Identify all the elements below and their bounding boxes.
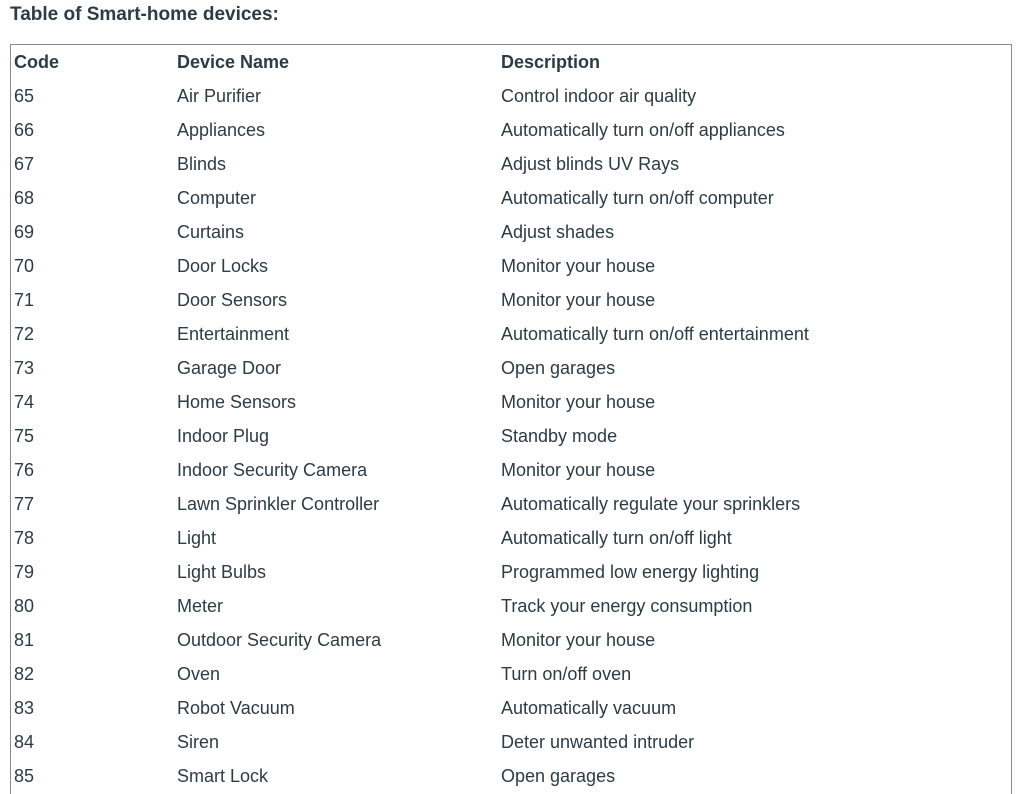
cell-description: Automatically turn on/off light — [501, 528, 732, 548]
cell-code: 73 — [14, 358, 35, 378]
column-header-description: Description — [501, 52, 601, 72]
cell-code: 80 — [14, 596, 35, 616]
cell-device-name: Light — [177, 528, 217, 548]
cell-code: 85 — [14, 766, 35, 786]
cell-code: 83 — [14, 698, 35, 718]
cell-description: Adjust shades — [501, 222, 615, 242]
cell-device-name: Smart Lock — [177, 766, 269, 786]
table-row — [11, 759, 1011, 793]
table-row — [11, 555, 1011, 589]
cell-device-name: Curtains — [177, 222, 245, 242]
cell-description: Monitor your house — [501, 290, 656, 310]
cell-description: Automatically regulate your sprinklers — [501, 494, 801, 514]
cell-code: 82 — [14, 664, 35, 684]
cell-device-name: Lawn Sprinkler Controller — [177, 494, 380, 514]
table-header — [11, 45, 1011, 79]
cell-device-name: Robot Vacuum — [177, 698, 295, 718]
cell-device-name: Entertainment — [177, 324, 290, 344]
table-body — [11, 79, 1011, 793]
cell-code: 66 — [14, 120, 35, 140]
column-header-device-name: Device Name — [177, 52, 290, 72]
cell-description: Monitor your house — [501, 630, 656, 650]
table-row — [11, 283, 1011, 317]
table-row — [11, 385, 1011, 419]
cell-code: 67 — [14, 154, 35, 174]
cell-description: Open garages — [501, 358, 616, 378]
cell-description: Programmed low energy lighting — [501, 562, 760, 582]
cell-device-name: Siren — [177, 732, 220, 752]
cell-code: 78 — [14, 528, 35, 548]
table-row — [11, 79, 1011, 113]
cell-description: Automatically turn on/off computer — [501, 188, 774, 208]
cell-description: Track your energy consumption — [501, 596, 753, 616]
table-row — [11, 317, 1011, 351]
table-row — [11, 351, 1011, 385]
cell-device-name: Air Purifier — [177, 86, 262, 106]
cell-device-name: Appliances — [177, 120, 266, 140]
cell-description: Adjust blinds UV Rays — [501, 154, 680, 174]
cell-code: 74 — [14, 392, 35, 412]
cell-description: Monitor your house — [501, 256, 656, 276]
header-row — [11, 45, 1011, 79]
cell-code: 65 — [14, 86, 35, 106]
cell-device-name: Oven — [177, 664, 221, 684]
cell-device-name: Door Sensors — [177, 290, 288, 310]
devices-table-container — [10, 44, 1012, 794]
table-row — [11, 657, 1011, 691]
page-title: Table of Smart-home devices: — [10, 4, 279, 25]
cell-code: 77 — [14, 494, 35, 514]
cell-code: 81 — [14, 630, 35, 650]
cell-code: 68 — [14, 188, 35, 208]
cell-device-name: Garage Door — [177, 358, 282, 378]
cell-description: Standby mode — [501, 426, 618, 446]
cell-device-name: Home Sensors — [177, 392, 297, 412]
cell-description: Control indoor air quality — [501, 86, 697, 106]
cell-description: Open garages — [501, 766, 616, 786]
table-row — [11, 419, 1011, 453]
cell-device-name: Indoor Security Camera — [177, 460, 368, 480]
cell-device-name: Door Locks — [177, 256, 269, 276]
cell-code: 72 — [14, 324, 35, 344]
table-row — [11, 487, 1011, 521]
cell-code: 69 — [14, 222, 35, 242]
cell-device-name: Computer — [177, 188, 257, 208]
cell-device-name: Light Bulbs — [177, 562, 267, 582]
table-row — [11, 249, 1011, 283]
table-row — [11, 521, 1011, 555]
devices-table — [11, 45, 1011, 793]
cell-description: Deter unwanted intruder — [501, 732, 695, 752]
table-row — [11, 623, 1011, 657]
table-row — [11, 113, 1011, 147]
cell-code: 75 — [14, 426, 35, 446]
cell-code: 76 — [14, 460, 35, 480]
cell-device-name: Outdoor Security Camera — [177, 630, 382, 650]
cell-description: Monitor your house — [501, 460, 656, 480]
cell-device-name: Indoor Plug — [177, 426, 270, 446]
cell-description: Turn on/off oven — [501, 664, 632, 684]
cell-code: 84 — [14, 732, 35, 752]
cell-description: Monitor your house — [501, 392, 656, 412]
cell-code: 71 — [14, 290, 35, 310]
table-row — [11, 147, 1011, 181]
cell-description: Automatically turn on/off entertainment — [501, 324, 809, 344]
table-row — [11, 181, 1011, 215]
column-header-code: Code — [14, 52, 59, 72]
table-row — [11, 215, 1011, 249]
table-row — [11, 725, 1011, 759]
cell-description: Automatically turn on/off appliances — [501, 120, 785, 140]
cell-device-name: Blinds — [177, 154, 227, 174]
table-row — [11, 589, 1011, 623]
cell-device-name: Meter — [177, 596, 224, 616]
table-row — [11, 453, 1011, 487]
cell-code: 70 — [14, 256, 35, 276]
cell-code: 79 — [14, 562, 35, 582]
table-row — [11, 691, 1011, 725]
cell-description: Automatically vacuum — [501, 698, 677, 718]
